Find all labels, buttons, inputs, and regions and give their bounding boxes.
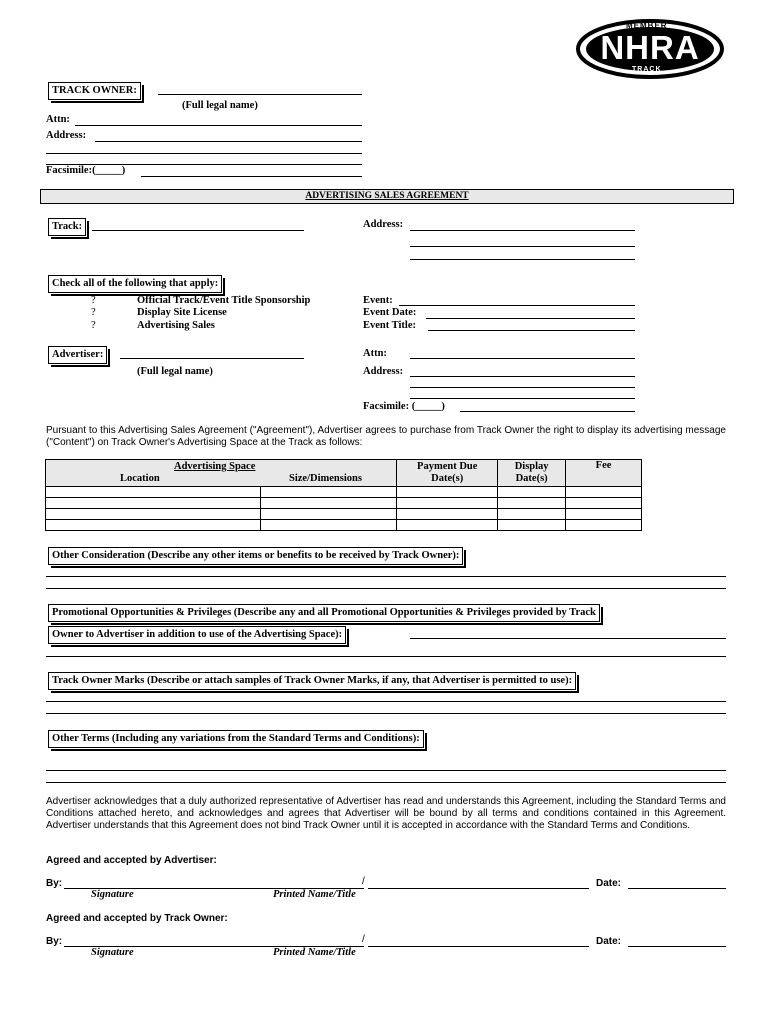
table-cell[interactable] — [498, 509, 566, 520]
other-consideration-line-2[interactable] — [46, 588, 726, 589]
advertiser-date-label: Date: — [596, 878, 622, 889]
promotional-opportunities-label-line2: Owner to Advertiser in addition to use of the Advertising Space): — [48, 626, 346, 644]
track-label: Track: — [48, 218, 86, 236]
advertiser-address-line-2[interactable] — [410, 387, 635, 388]
advertiser-date-line[interactable] — [628, 888, 726, 889]
display-header-line1: Display — [514, 461, 549, 472]
acknowledgment-paragraph: Advertiser acknowledges that a duly authorized representative of Advertiser has read and understands this Agreement, including the Standard Terms and Conditions attached hereto, and acknowledges and agrees that Advertiser will be bound by all terms and conditions contained in this Agreement. Advertiser understands that this Agreement does not bind Track Owner until it is accepted in accordance with the Standard Terms and Conditions. — [46, 796, 726, 831]
track-owner-label: TRACK OWNER: — [48, 82, 141, 100]
intro-paragraph: Pursuant to this Advertising Sales Agreement ("Agreement"), Advertiser agrees to purchase from Track Owner the right to display its advertising message ("Content") on Track Owner's Advertising Space at the Track as follows: — [46, 425, 726, 448]
advertiser-label: Advertiser: — [48, 346, 107, 364]
table-cell[interactable] — [498, 487, 566, 498]
option-checkbox-3[interactable]: ? — [91, 320, 96, 331]
option-label-3: Advertising Sales — [137, 320, 215, 331]
advertiser-address-line-3[interactable] — [410, 398, 635, 399]
track-owner-address-label: Address: — [46, 130, 87, 141]
table-cell[interactable] — [260, 520, 397, 531]
table-cell[interactable] — [566, 487, 642, 498]
table-cell[interactable] — [46, 487, 261, 498]
advertiser-printed-name-caption: Printed Name/Title — [273, 889, 356, 900]
advertiser-address-label: Address: — [363, 366, 404, 377]
option-label-2: Display Site License — [137, 307, 227, 318]
track-owner-date-line[interactable] — [628, 946, 726, 947]
fee-header-text: Fee — [595, 460, 612, 471]
logo-bottom-text: TRACK — [632, 66, 662, 73]
table-cell[interactable] — [260, 498, 397, 509]
table-cell[interactable] — [260, 509, 397, 520]
advertising-space-table — [45, 459, 642, 531]
advertiser-attn-label: Attn: — [363, 348, 387, 359]
other-terms-line-2[interactable] — [46, 782, 726, 783]
table-cell[interactable] — [566, 498, 642, 509]
event-title-line[interactable] — [428, 330, 635, 331]
event-title-label: Event Title: — [363, 320, 416, 331]
nhra-member-track-logo — [574, 18, 726, 80]
advertiser-acceptance-heading: Agreed and accepted by Advertiser: — [46, 855, 217, 866]
advertiser-by-label: By: — [46, 878, 63, 889]
table-row — [46, 487, 642, 498]
display-dates-header — [498, 460, 566, 487]
table-row — [46, 498, 642, 509]
advertiser-address-line-1[interactable] — [410, 376, 635, 377]
track-address-line-1[interactable] — [410, 230, 635, 231]
advertiser-printed-name-line[interactable] — [368, 888, 589, 889]
track-owner-marks-label: Track Owner Marks (Describe or attach samples of Track Owner Marks, if any, that Advertiser is permitted to use): — [48, 672, 576, 690]
option-checkbox-1[interactable]: ? — [91, 295, 96, 306]
advertiser-signature-caption: Signature — [91, 889, 134, 900]
table-cell[interactable] — [46, 509, 261, 520]
other-consideration-line-1[interactable] — [46, 576, 726, 577]
agreement-title: ADVERTISING SALES AGREEMENT — [305, 191, 469, 201]
track-address-line-3[interactable] — [410, 259, 635, 260]
table-cell[interactable] — [397, 498, 498, 509]
advertiser-facsimile-label: Facsimile: (_____) — [363, 401, 445, 412]
table-row — [46, 520, 642, 531]
table-cell[interactable] — [397, 487, 498, 498]
advertiser-facsimile-line[interactable] — [460, 411, 635, 412]
event-label: Event: — [363, 295, 393, 306]
track-owner-printed-name-caption: Printed Name/Title — [273, 947, 356, 958]
track-owner-facsimile-line[interactable] — [141, 176, 362, 177]
event-date-label: Event Date: — [363, 307, 417, 318]
track-address-line-2[interactable] — [410, 246, 635, 247]
track-owner-slash: / — [362, 934, 365, 945]
location-header: Location — [120, 473, 160, 484]
table-cell[interactable] — [566, 520, 642, 531]
track-owner-marks-line-1[interactable] — [46, 701, 726, 702]
table-cell[interactable] — [498, 498, 566, 509]
other-terms-label: Other Terms (Including any variations from the Standard Terms and Conditions): — [48, 730, 424, 748]
table-cell[interactable] — [46, 498, 261, 509]
table-cell[interactable] — [260, 487, 397, 498]
display-header-line2: Date(s) — [515, 473, 548, 484]
track-owner-acceptance-heading: Agreed and accepted by Track Owner: — [46, 913, 228, 924]
other-terms-line-1[interactable] — [46, 770, 726, 771]
table-cell[interactable] — [397, 520, 498, 531]
table-cell[interactable] — [566, 509, 642, 520]
table-cell[interactable] — [498, 520, 566, 531]
logo-main-text: NHRA — [600, 29, 700, 66]
advertiser-full-legal-name-note: (Full legal name) — [137, 366, 213, 377]
track-owner-address-line-1[interactable] — [95, 141, 362, 142]
event-date-line[interactable] — [426, 318, 635, 319]
payment-due-header-line2: Date(s) — [431, 473, 464, 484]
track-owner-attn-label: Attn: — [46, 114, 70, 125]
track-owner-attn-line[interactable] — [75, 125, 362, 126]
table-cell[interactable] — [397, 509, 498, 520]
track-owner-address-line-2[interactable] — [46, 153, 362, 154]
advertiser-name-line[interactable] — [120, 358, 304, 359]
advertiser-attn-line[interactable] — [410, 358, 635, 359]
promotional-opportunities-line-2[interactable] — [46, 656, 726, 657]
track-owner-by-label: By: — [46, 936, 63, 947]
payment-due-header-line1: Payment Due — [417, 461, 478, 472]
advertising-space-group-header: Advertising Space — [174, 461, 256, 472]
option-label-1: Official Track/Event Title Sponsorship — [137, 295, 311, 306]
track-owner-date-label: Date: — [596, 936, 622, 947]
track-name-line[interactable] — [92, 230, 304, 231]
fee-header — [566, 460, 642, 487]
logo-top-text: MEMBER — [626, 21, 668, 30]
option-checkbox-2[interactable]: ? — [91, 307, 96, 318]
payment-due-header — [397, 460, 498, 487]
track-owner-facsimile-label: Facsimile:(_____) — [46, 165, 126, 176]
event-line[interactable] — [399, 305, 635, 306]
size-dimensions-header: Size/Dimensions — [289, 473, 362, 484]
check-section-label: Check all of the following that apply: — [48, 275, 222, 293]
advertising-space-header-cell — [46, 460, 397, 487]
track-owner-signature-caption: Signature — [91, 947, 134, 958]
track-owner-full-legal-name-note: (Full legal name) — [182, 100, 258, 111]
title-bar — [40, 189, 734, 204]
track-owner-marks-line-2[interactable] — [46, 713, 726, 714]
track-owner-name-line[interactable] — [158, 94, 362, 95]
track-address-label: Address: — [363, 219, 404, 230]
other-consideration-label: Other Consideration (Describe any other items or benefits to be received by Track Owner): — [48, 547, 463, 565]
promotional-opportunities-line-1[interactable] — [410, 638, 726, 639]
table-row — [46, 509, 642, 520]
promotional-opportunities-label-line1: Promotional Opportunities & Privileges (Describe any and all Promotional Opportunities & Privileges provided by Track — [48, 604, 600, 622]
table-cell[interactable] — [46, 520, 261, 531]
track-owner-printed-name-line[interactable] — [368, 946, 589, 947]
advertiser-slash: / — [362, 876, 365, 887]
